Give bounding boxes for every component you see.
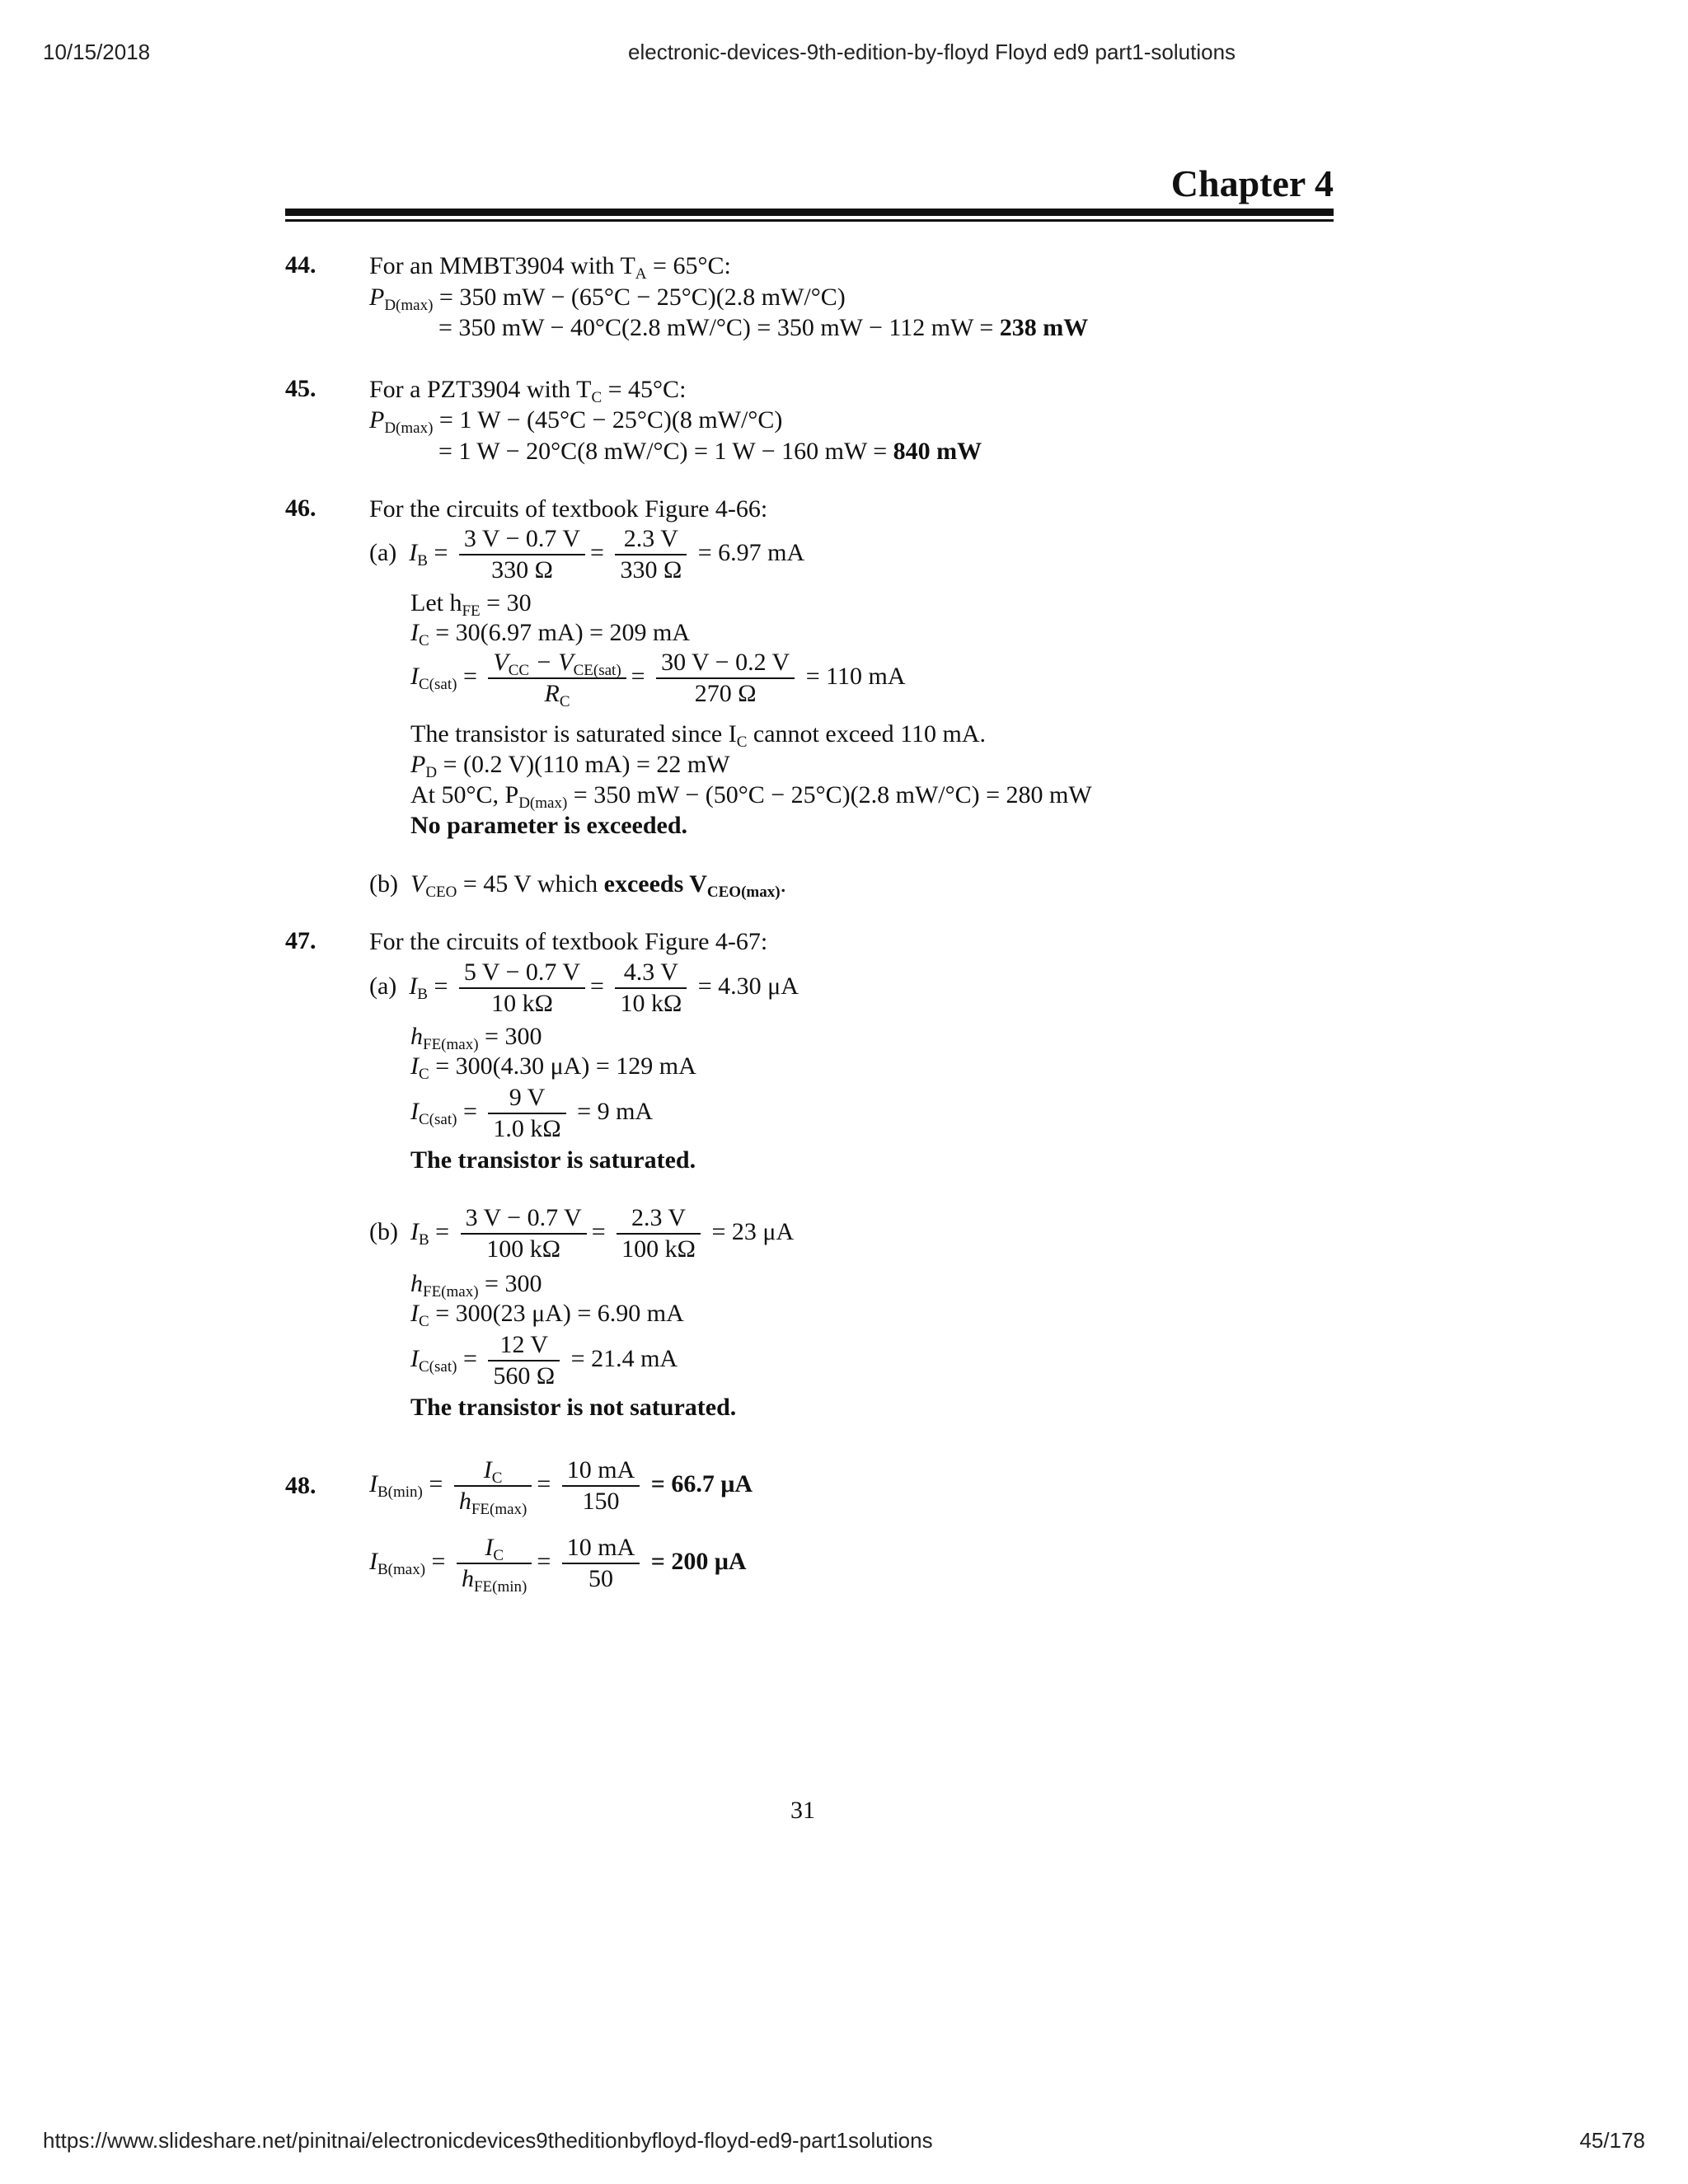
- problem-45-line2: = 1 W − 20°C(8 mW/°C) = 1 W − 160 mW = 840 mW: [438, 438, 982, 465]
- problem-48-answer-min: = 66.7 μA: [650, 1469, 753, 1497]
- fraction: $\frac{30 V - 0.2 V}{270 \Omega}$: [656, 648, 795, 709]
- fraction: $\frac{2.3 V}{100 k\Omega}$: [617, 1203, 701, 1264]
- page-number: 31: [790, 1797, 815, 1824]
- problem-47-number: 47.: [285, 927, 316, 954]
- fraction: $\frac{3 V - 0.7 V}{330 \Omega}$: [459, 524, 585, 585]
- problem-47b-ic: $I_C = 300(23$ μA) = 6.90 mA: [410, 1300, 684, 1330]
- problem-47a-conclusion: The transistor is saturated.: [410, 1146, 696, 1174]
- problem-44-line1: $P_{D(max)} = 350$ mW − (65°C − 25°C)(2.8 mW/°C): [369, 284, 846, 314]
- fraction: $\frac{I_C}{h_{FE(min)}}$: [457, 1533, 532, 1594]
- problem-47a-ic: $I_C = 300(4.30$ μA) = 129 mA: [410, 1052, 696, 1083]
- fraction: $\frac{3 V - 0.7 V}{100 k\Omega}$: [461, 1203, 587, 1264]
- page-count: 45/178: [1579, 2128, 1645, 2153]
- fraction: $\frac{V_{CC} - V_{CE(sat)}}{R_C}$: [488, 648, 626, 709]
- fraction: $\frac{I_C}{h_{FE(max)}}$: [454, 1455, 532, 1516]
- print-date: 10/15/2018: [43, 40, 151, 64]
- problem-47b-ib-equation: (b) $I_B$ = $\frac{3 V - 0.7 V}{100 k\Omega}$ = $\frac{2.3 V}{100 k\Omega}$ = 23 μA: [369, 1204, 795, 1263]
- problem-46a-ib-equation: (a) $I_B$ = $\frac{3 V - 0.7 V}{330 \Omega}$ = $\frac{2.3 V}{330 \Omega}$ = 6.97 mA: [369, 525, 805, 583]
- fraction: $\frac{10 mA}{50}$: [562, 1533, 640, 1594]
- chapter-title: Chapter 4: [1170, 162, 1334, 204]
- problem-44-answer: 238 mW: [999, 314, 1089, 341]
- fraction: $\frac{5 V - 0.7 V}{10 k\Omega}$: [459, 958, 585, 1019]
- problem-47b-conclusion: The transistor is not saturated.: [410, 1394, 737, 1421]
- problem-46b: (b) $V_{CEO} = 45$ V which exceeds $V_{CEO(max)}$.: [369, 870, 787, 901]
- problem-47a-ib-equation: (a) $I_B$ = $\frac{5 V - 0.7 V}{10 k\Omega}$ = $\frac{4.3 V}{10 k\Omega}$ = 4.30 μA: [369, 958, 799, 1017]
- problem-48-number: 48.: [285, 1472, 316, 1499]
- fraction: $\frac{4.3 V}{10 k\Omega}$: [615, 958, 687, 1019]
- problem-47-intro: For the circuits of textbook Figure 4-67:: [369, 928, 768, 955]
- document-title: electronic-devices-9th-edition-by-floyd Floyd ed9 part1-solutions: [628, 40, 1236, 64]
- chapter-rule-thin: [285, 219, 1334, 222]
- problem-46a-ic: $I_C = 30(6.97$ mA) = 209 mA: [410, 619, 691, 649]
- problem-47b-hfe: $h_{FE(max)} = 300$: [410, 1270, 542, 1301]
- problem-46-intro: For the circuits of textbook Figure 4-66:: [369, 495, 768, 523]
- problem-47a-icsat-equation: $I_{C(sat)}$ = $\frac{9 V}{1.0 k\Omega}$ = 9 mA: [410, 1084, 654, 1142]
- problem-44-intro: For an MMBT3904 with $T_A = 65^\circ C$:: [369, 252, 731, 283]
- problem-46-number: 46.: [285, 494, 316, 522]
- problem-46a-icsat-equation: $I_{C(sat)}$ = $\frac{V_{CC} - V_{CE(sat)}}{R_C}$ = $\frac{30 V - 0.2 V}{270 \Omega}$ = 110 mA: [410, 649, 906, 710]
- problem-46a-saturation-note: The transistor is saturated since $I_C$ cannot exceed 110 mA.: [410, 720, 987, 751]
- fraction: $\frac{10 mA}{150}$: [562, 1455, 640, 1516]
- problem-45-line1: $P_{D(max)} = 1$ W − (45°C − 25°C)(8 mW/°C): [369, 406, 783, 437]
- fraction: $\frac{12 V}{560 \Omega}$: [488, 1330, 560, 1391]
- problem-45-intro: For a PZT3904 with $T_C = 45^\circ C$:: [369, 376, 687, 406]
- fraction: $\frac{2.3 V}{330 \Omega}$: [615, 524, 687, 585]
- problem-46a-pd: $P_D = (0.2$ V)(110 mA) = 22 mW: [410, 751, 730, 781]
- chapter-rule-thick: [285, 209, 1334, 216]
- problem-48-ib-max: $I_{B(max)}$ = $\frac{I_C}{h_{FE(min)}}$ = $\frac{10 mA}{50}$ = 200 μA: [369, 1534, 747, 1596]
- problem-48-answer-max: = 200 μA: [650, 1547, 747, 1575]
- problem-46a-hfe: Let $h_{FE} = 30$: [410, 589, 532, 620]
- fraction: $\frac{9 V}{1.0 k\Omega}$: [488, 1083, 565, 1144]
- problem-46a-conclusion: No parameter is exceeded.: [410, 812, 688, 839]
- problem-48-ib-min: $I_{B(min)}$ = $\frac{I_C}{h_{FE(max)}}$ = $\frac{10 mA}{150}$ = 66.7 μA: [369, 1456, 753, 1518]
- problem-47a-hfe: $h_{FE(max)} = 300$: [410, 1023, 542, 1053]
- problem-44-number: 44.: [285, 251, 316, 279]
- source-url[interactable]: https://www.slideshare.net/pinitnai/electronicdevices9theditionbyfloyd-floyd-ed9-part1solutions: [43, 2128, 933, 2153]
- problem-47b-icsat-equation: $I_{C(sat)}$ = $\frac{12 V}{560 \Omega}$ = 21.4 mA: [410, 1331, 678, 1390]
- problem-45-number: 45.: [285, 375, 316, 402]
- problem-45-answer: 840 mW: [893, 438, 982, 465]
- problem-46a-derating: At 50°C, $P_{D(max)} = 350$ mW − (50°C − 25°C)(2.8 mW/°C) = 280 mW: [410, 781, 1092, 812]
- problem-44-line2: = 350 mW − 40°C(2.8 mW/°C) = 350 mW − 112 mW = 238 mW: [438, 314, 1089, 341]
